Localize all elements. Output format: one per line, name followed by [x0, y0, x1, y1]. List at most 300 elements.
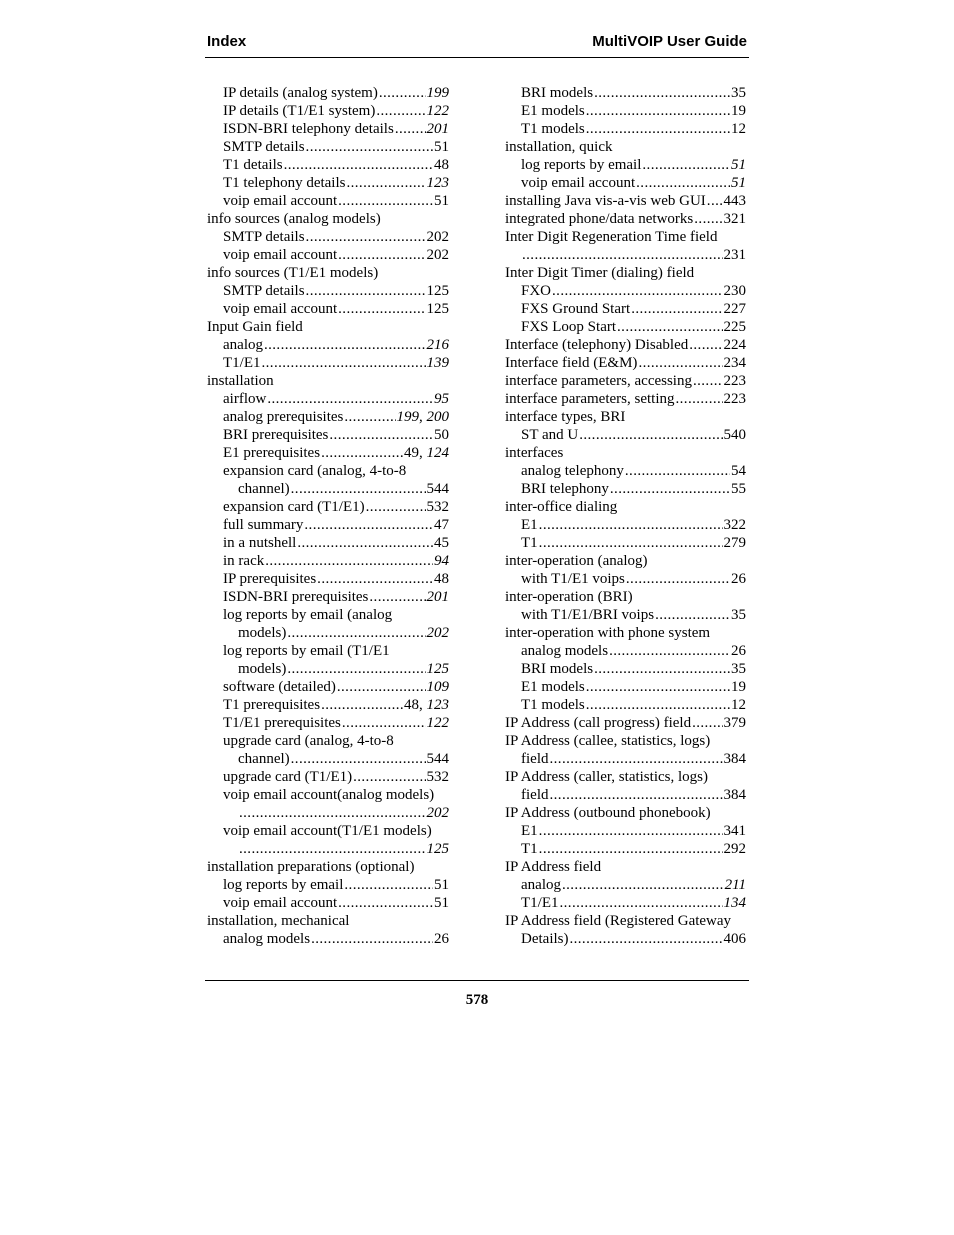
dot-leader — [287, 660, 425, 678]
dot-leader — [366, 498, 426, 516]
index-entry — [505, 210, 746, 228]
index-entry — [207, 732, 449, 750]
index-entry-pages — [427, 480, 450, 498]
index-entry-pages — [724, 390, 747, 408]
page-reference: 51 — [731, 175, 746, 191]
index-entry-pages — [724, 930, 747, 948]
index-entry-pages — [731, 156, 746, 174]
dot-leader — [239, 804, 426, 822]
dot-leader — [539, 516, 723, 534]
index-entry-pages — [434, 930, 449, 948]
index-entry-pages — [427, 282, 450, 300]
dot-leader — [550, 786, 723, 804]
index-entry — [505, 228, 746, 246]
index-entry-term: log reports by email — [521, 157, 642, 173]
index-column-left — [207, 84, 449, 948]
dot-leader — [707, 192, 723, 210]
index-entry-term: analog telephony — [521, 463, 624, 479]
index-entry — [505, 156, 746, 174]
index-entry-pages — [724, 282, 747, 300]
index-entry-term: voip email account(T1/E1 models) — [223, 823, 432, 839]
index-entry-term: T1/E1 — [521, 895, 559, 911]
dot-leader — [642, 156, 730, 174]
index-entry-term: full summary — [223, 517, 304, 533]
index-entry — [207, 156, 449, 174]
index-entry-term: analog — [223, 337, 263, 353]
index-entry-pages: 199, 200 — [396, 409, 449, 425]
index-entry — [505, 480, 746, 498]
index-entry-term: BRI models — [521, 85, 594, 101]
dot-leader — [344, 876, 433, 894]
index-entry — [207, 768, 449, 786]
index-entry-pages — [427, 246, 450, 264]
index-entry — [207, 804, 449, 822]
index-entry-term: IP details (analog system) — [223, 85, 378, 101]
dot-leader — [287, 624, 425, 642]
index-entry-term: analog models — [521, 643, 609, 659]
dot-leader — [297, 534, 433, 552]
index-entry — [505, 606, 746, 624]
page-reference: 225 — [723, 319, 746, 335]
page-reference: 199 — [426, 85, 449, 101]
index-entry-term: E1 models — [521, 679, 585, 695]
index-entry — [207, 318, 449, 336]
index-entry-pages — [724, 534, 747, 552]
index-entry-pages — [427, 354, 450, 372]
page-reference: 35 — [731, 607, 746, 623]
dot-leader — [594, 84, 730, 102]
index-entry-pages — [434, 156, 449, 174]
dot-leader — [594, 660, 730, 678]
page-reference: 51 — [434, 877, 449, 893]
page-reference: 122 — [426, 103, 449, 119]
index-entry — [505, 696, 746, 714]
index-entry — [207, 228, 449, 246]
index-entry — [207, 390, 449, 408]
index-entry — [505, 858, 746, 876]
dot-leader — [569, 930, 722, 948]
page-reference: 26 — [434, 931, 449, 947]
dot-leader — [342, 714, 426, 732]
index-entry — [505, 660, 746, 678]
index-entry-term: installation — [207, 373, 274, 389]
index-entry-pages — [724, 210, 747, 228]
page-reference: 124 — [426, 445, 449, 461]
index-entry — [207, 552, 449, 570]
index-entry-pages — [427, 840, 450, 858]
index-entry — [207, 696, 449, 714]
index-entry — [505, 678, 746, 696]
index-entry — [207, 174, 449, 192]
index-entry-pages — [724, 822, 747, 840]
page-reference: 51 — [731, 157, 746, 173]
index-entry — [505, 84, 746, 102]
page-reference: 321 — [723, 211, 746, 227]
dot-leader — [586, 120, 730, 138]
dot-leader — [539, 534, 723, 552]
index-entry-term: interface parameters, setting — [505, 391, 675, 407]
dot-leader — [265, 552, 433, 570]
index-entry — [505, 120, 746, 138]
index-entry-term: BRI prerequisites — [223, 427, 329, 443]
dot-leader — [291, 480, 426, 498]
index-entry-pages — [724, 714, 747, 732]
index-entry — [207, 480, 449, 498]
dot-leader — [338, 300, 425, 318]
index-entry — [505, 462, 746, 480]
footer-rule — [205, 980, 749, 981]
index-entry-term: models) — [238, 625, 287, 641]
index-entry — [207, 624, 449, 642]
index-entry-term: IP Address (callee, statistics, logs) — [505, 733, 711, 749]
index-entry-pages — [434, 876, 449, 894]
index-entry-term: with T1/E1 voips — [521, 571, 625, 587]
index-entry — [207, 282, 449, 300]
page-reference: 48 — [434, 571, 449, 587]
index-entry-term: voip email account — [521, 175, 636, 191]
index-entry — [505, 174, 746, 192]
index-entry-term: expansion card (T1/E1) — [223, 499, 365, 515]
index-entry-term: upgrade card (analog, 4-to-8 — [223, 733, 394, 749]
index-entry — [207, 642, 449, 660]
index-entry-pages — [731, 102, 746, 120]
index-entry-term: inter-operation (analog) — [505, 553, 648, 569]
index-entry-pages — [724, 372, 747, 390]
index-entry — [207, 660, 449, 678]
index-entry — [505, 516, 746, 534]
index-entry-term: info sources (analog models) — [207, 211, 381, 227]
index-entry-term: Input Gain field — [207, 319, 303, 335]
index-entry — [505, 624, 746, 642]
dot-leader — [655, 606, 730, 624]
page-reference: 125 — [426, 661, 449, 677]
index-entry — [207, 606, 449, 624]
index-entry-term: E1 models — [521, 103, 585, 119]
dot-leader — [239, 840, 426, 858]
dot-leader — [631, 300, 722, 318]
index-entry-term: FXS Ground Start — [521, 301, 631, 317]
index-entry — [207, 138, 449, 156]
index-entry — [505, 192, 746, 210]
index-entry — [207, 336, 449, 354]
index-entry-term: E1 — [521, 517, 538, 533]
page-reference: 19 — [731, 103, 746, 119]
page-reference: 202 — [426, 625, 449, 641]
index-entry-term: T1 — [521, 841, 538, 857]
index-entry-term: interface parameters, accessing — [505, 373, 692, 389]
dot-leader — [689, 336, 722, 354]
index-entry — [505, 768, 746, 786]
index-entry — [207, 822, 449, 840]
index-entry-term: log reports by email (T1/E1 — [223, 643, 390, 659]
page-reference: 211 — [724, 877, 746, 893]
dot-leader — [586, 678, 730, 696]
dot-leader — [306, 228, 426, 246]
index-entry — [505, 336, 746, 354]
index-entry-pages — [427, 84, 450, 102]
index-entry-term: interfaces — [505, 445, 564, 461]
dot-leader — [539, 822, 723, 840]
index-entry-term: SMTP details — [223, 283, 305, 299]
dot-leader — [317, 570, 433, 588]
dot-leader — [338, 192, 433, 210]
page-reference: 55 — [731, 481, 746, 497]
index-entry — [207, 372, 449, 390]
page-reference: 202 — [426, 229, 449, 245]
page-reference: 48 — [404, 697, 419, 713]
dot-leader — [560, 894, 723, 912]
index-entry-term: inter-operation with phone system — [505, 625, 711, 641]
index-entry-term: T1 details — [223, 157, 283, 173]
dot-leader — [369, 588, 425, 606]
index-entry-term: T1 — [521, 535, 538, 551]
index-entry-term: integrated phone/data networks — [505, 211, 694, 227]
dot-leader — [353, 768, 425, 786]
index-entry — [505, 138, 746, 156]
page-reference: 125 — [426, 283, 449, 299]
index-entry-pages — [724, 300, 747, 318]
index-entry — [207, 570, 449, 588]
index-entry — [207, 840, 449, 858]
header-document-title: MultiVOIP User Guide — [592, 33, 747, 50]
index-entry-pages — [731, 480, 746, 498]
index-entry — [207, 462, 449, 480]
dot-leader — [609, 642, 730, 660]
index-entry-term: inter-operation (BRI) — [505, 589, 633, 605]
index-column-right — [505, 84, 746, 948]
dot-leader — [376, 102, 425, 120]
index-entry-pages — [731, 84, 746, 102]
page-reference: 45 — [434, 535, 449, 551]
index-entry-term: IP Address field (Registered Gateway — [505, 913, 732, 929]
index-entry-pages — [427, 624, 450, 642]
index-entry-pages — [731, 462, 746, 480]
page-reference: 341 — [723, 823, 746, 839]
index-entry — [207, 102, 449, 120]
dot-leader — [522, 246, 723, 264]
index-entry-term: voip email account — [223, 895, 338, 911]
dot-leader — [693, 372, 723, 390]
index-entry-term: ISDN-BRI prerequisites — [223, 589, 369, 605]
dot-leader — [311, 930, 433, 948]
page-reference: 123 — [426, 697, 449, 713]
running-header — [207, 33, 747, 53]
page-reference: 122 — [426, 715, 449, 731]
index-entry-pages — [427, 714, 450, 732]
index-entry-pages — [434, 426, 449, 444]
index-entry-term: T1/E1 prerequisites — [223, 715, 341, 731]
index-entry-pages — [724, 894, 747, 912]
page-reference: 544 — [426, 481, 449, 497]
index-entry — [505, 642, 746, 660]
index-entry — [207, 192, 449, 210]
index-entry — [505, 354, 746, 372]
index-entry — [207, 84, 449, 102]
index-entry-term: installing Java vis-a-vis web GUI — [505, 193, 706, 209]
index-entry-term: log reports by email (analog — [223, 607, 393, 623]
dot-leader — [610, 480, 730, 498]
index-entry-pages — [427, 498, 450, 516]
index-entry-term: channel) — [238, 481, 290, 497]
page-reference: 48 — [434, 157, 449, 173]
index-entry — [207, 714, 449, 732]
index-entry-pages — [724, 336, 747, 354]
index-entry-pages — [434, 570, 449, 588]
index-entry-term: IP prerequisites — [223, 571, 317, 587]
page-reference: 443 — [723, 193, 746, 209]
index-entry — [207, 516, 449, 534]
index-entry-pages — [434, 516, 449, 534]
index-entry — [505, 588, 746, 606]
index-entry — [505, 822, 746, 840]
page-reference: 201 — [426, 589, 449, 605]
dot-leader — [284, 156, 433, 174]
index-entry — [505, 786, 746, 804]
index-entry-pages: 48, 123 — [404, 697, 449, 713]
page-reference: 35 — [731, 661, 746, 677]
page-reference: 384 — [723, 751, 746, 767]
index-entry — [505, 282, 746, 300]
dot-leader — [346, 174, 425, 192]
index-entry-pages — [427, 228, 450, 246]
dot-leader — [395, 120, 426, 138]
index-entry-pages — [731, 570, 746, 588]
index-entry — [505, 498, 746, 516]
dot-leader — [552, 282, 722, 300]
page-reference: 223 — [723, 373, 746, 389]
page-reference: 532 — [426, 499, 449, 515]
index-entry — [505, 804, 746, 822]
index-entry-term: installation preparations (optional) — [207, 859, 415, 875]
index-entry-pages — [434, 192, 449, 210]
index-entry-pages — [724, 750, 747, 768]
index-entry-term: Interface (telephony) Disabled — [505, 337, 689, 353]
index-entry-term: T1 prerequisites — [223, 697, 321, 713]
index-entry-term: E1 — [521, 823, 538, 839]
dot-leader — [562, 876, 724, 894]
index-entry-pages — [724, 786, 747, 804]
index-entry — [207, 210, 449, 228]
index-entry-pages — [731, 120, 746, 138]
index-entry-pages — [427, 768, 450, 786]
index-entry-pages — [724, 840, 747, 858]
index-entry — [505, 570, 746, 588]
index-entry-pages — [724, 354, 747, 372]
dot-leader — [636, 174, 730, 192]
index-entry-term: analog prerequisites — [223, 409, 344, 425]
index-entry-term: field — [521, 751, 549, 767]
index-entry — [207, 300, 449, 318]
index-entry-term: voip email account — [223, 247, 338, 263]
index-entry-term: E1 prerequisites — [223, 445, 321, 461]
index-entry — [207, 498, 449, 516]
index-entry-pages — [724, 192, 747, 210]
dot-leader — [692, 714, 722, 732]
index-entry-term: analog models — [223, 931, 311, 947]
index-entry-pages — [731, 678, 746, 696]
index-entry-term: info sources (T1/E1 models) — [207, 265, 379, 281]
index-entry — [207, 120, 449, 138]
index-entry — [207, 930, 449, 948]
index-entry — [207, 264, 449, 282]
dot-leader — [329, 426, 433, 444]
index-entry — [505, 372, 746, 390]
index-entry-term: SMTP details — [223, 229, 305, 245]
page-reference: 532 — [426, 769, 449, 785]
index-entry — [505, 912, 746, 930]
index-entry — [207, 678, 449, 696]
page-reference: 202 — [426, 805, 449, 821]
page-reference: 223 — [723, 391, 746, 407]
index-entry — [207, 750, 449, 768]
page-reference: 322 — [723, 517, 746, 533]
index-entry-term: voip email account — [223, 301, 338, 317]
index-entry — [505, 552, 746, 570]
page-reference: 139 — [426, 355, 449, 371]
index-entry-pages — [731, 174, 746, 192]
index-entry-term: BRI models — [521, 661, 594, 677]
index-entry — [505, 930, 746, 948]
index-entry — [505, 840, 746, 858]
index-entry-pages — [731, 642, 746, 660]
dot-leader — [539, 840, 723, 858]
index-entry-term: interface types, BRI — [505, 409, 626, 425]
dot-leader — [550, 750, 723, 768]
page-reference: 49 — [404, 445, 419, 461]
index-entry-term: T1 telephony details — [223, 175, 346, 191]
index-entry — [207, 894, 449, 912]
index-entry-pages — [731, 660, 746, 678]
index-entry — [207, 912, 449, 930]
dot-leader — [321, 444, 403, 462]
page-reference: 26 — [731, 571, 746, 587]
index-entry — [505, 426, 746, 444]
dot-leader — [626, 570, 730, 588]
index-entry-pages — [434, 534, 449, 552]
dot-leader — [344, 408, 395, 426]
index-entry — [207, 534, 449, 552]
index-entry-pages — [434, 138, 449, 156]
index-entry — [207, 426, 449, 444]
page-reference: 234 — [723, 355, 746, 371]
page-reference: 109 — [426, 679, 449, 695]
index-entry-term: ISDN-BRI telephony details — [223, 121, 394, 137]
page-reference: 202 — [426, 247, 449, 263]
index-entry-pages — [427, 120, 450, 138]
index-entry — [505, 300, 746, 318]
header-rule — [205, 57, 749, 58]
index-entry-term: SMTP details — [223, 139, 305, 155]
index-entry — [505, 894, 746, 912]
index-entry-term: IP Address (outbound phonebook) — [505, 805, 711, 821]
index-entry — [207, 408, 449, 426]
index-entry-pages — [427, 336, 450, 354]
index-entry-term: upgrade card (T1/E1) — [223, 769, 353, 785]
dot-leader — [264, 336, 426, 354]
index-entry-term: FXO — [521, 283, 552, 299]
dot-leader — [338, 246, 425, 264]
index-entry-term: log reports by email — [223, 877, 344, 893]
index-entry — [207, 858, 449, 876]
index-entry — [505, 732, 746, 750]
page-reference: 134 — [723, 895, 746, 911]
page-reference: 50 — [434, 427, 449, 443]
page-reference: 384 — [723, 787, 746, 803]
index-entry — [505, 318, 746, 336]
dot-leader — [638, 354, 722, 372]
index-entry — [505, 264, 746, 282]
page-reference: 26 — [731, 643, 746, 659]
